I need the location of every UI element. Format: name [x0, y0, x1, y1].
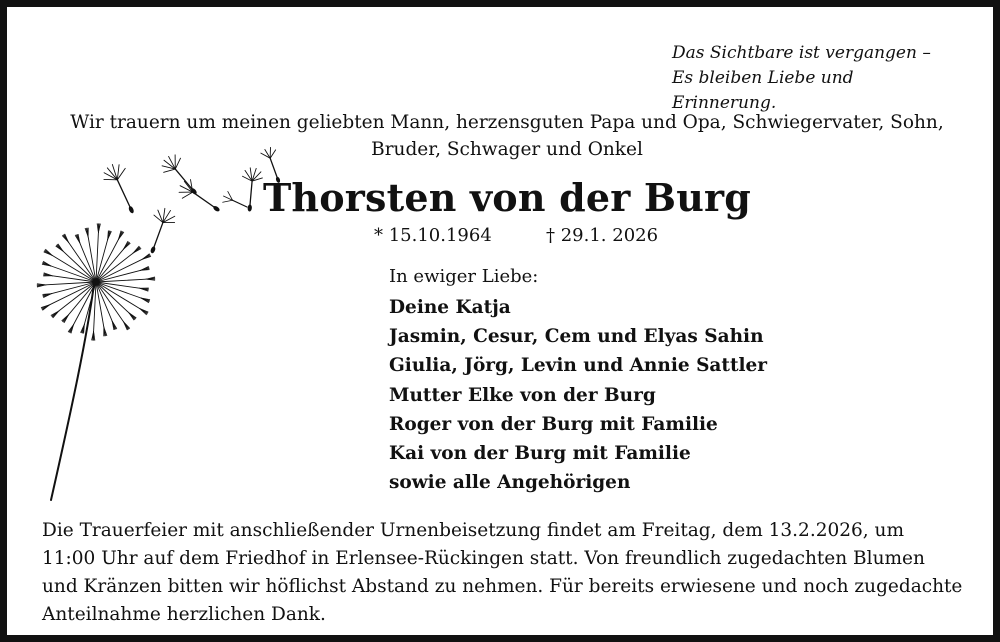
mourners-lead: In ewiger Liebe: — [389, 266, 539, 287]
mourner-name: Kai von der Burg mit Familie — [389, 443, 691, 465]
motto-line-2: Es bleiben Liebe und Erinnerung. — [672, 68, 854, 113]
birth-date: * 15.10.1964 — [374, 225, 492, 246]
intro-line-1: Wir trauern um meinen geliebten Mann, herzensguten Papa und Opa, Schwiegervater, Sohn, — [70, 112, 944, 133]
motto-line-1: Das Sichtbare ist vergangen – — [672, 43, 931, 63]
deceased-name: Thorsten von der Burg — [262, 175, 752, 220]
note-line-2: 11:00 Uhr auf dem Friedhof in Erlensee-Rückingen statt. Von freundlich zugedachten Blumen — [42, 548, 925, 569]
note-line-4: Anteilnahme herzlichen Dank. — [42, 604, 326, 625]
mourner-name: Giulia, Jörg, Levin und Annie Sattler — [389, 355, 768, 377]
note-line-3: und Kränzen bitten wir höflichst Abstand zu nehmen. Für bereits erwiesene und noch zugedachte — [42, 576, 963, 597]
mourners-block — [389, 263, 949, 497]
death-date: † 29.1. 2026 — [546, 225, 659, 246]
funeral-note — [42, 517, 977, 629]
intro-line-2: Bruder, Schwager und Onkel — [371, 139, 643, 160]
mourners-list — [389, 293, 949, 497]
mourner-name: Roger von der Burg mit Familie — [389, 413, 718, 435]
mourner-name: sowie alle Angehörigen — [389, 472, 631, 494]
mourner-name: Deine Katja — [389, 297, 511, 318]
mourner-name: Jasmin, Cesur, Cem und Elyas Sahin — [389, 326, 764, 348]
motto — [672, 41, 962, 116]
mourner-name: Mutter Elke von der Burg — [389, 384, 656, 406]
note-line-1: Die Trauerfeier mit anschließender Urnenbeisetzung findet am Freitag, dem 13.2.2026, um — [42, 520, 904, 541]
